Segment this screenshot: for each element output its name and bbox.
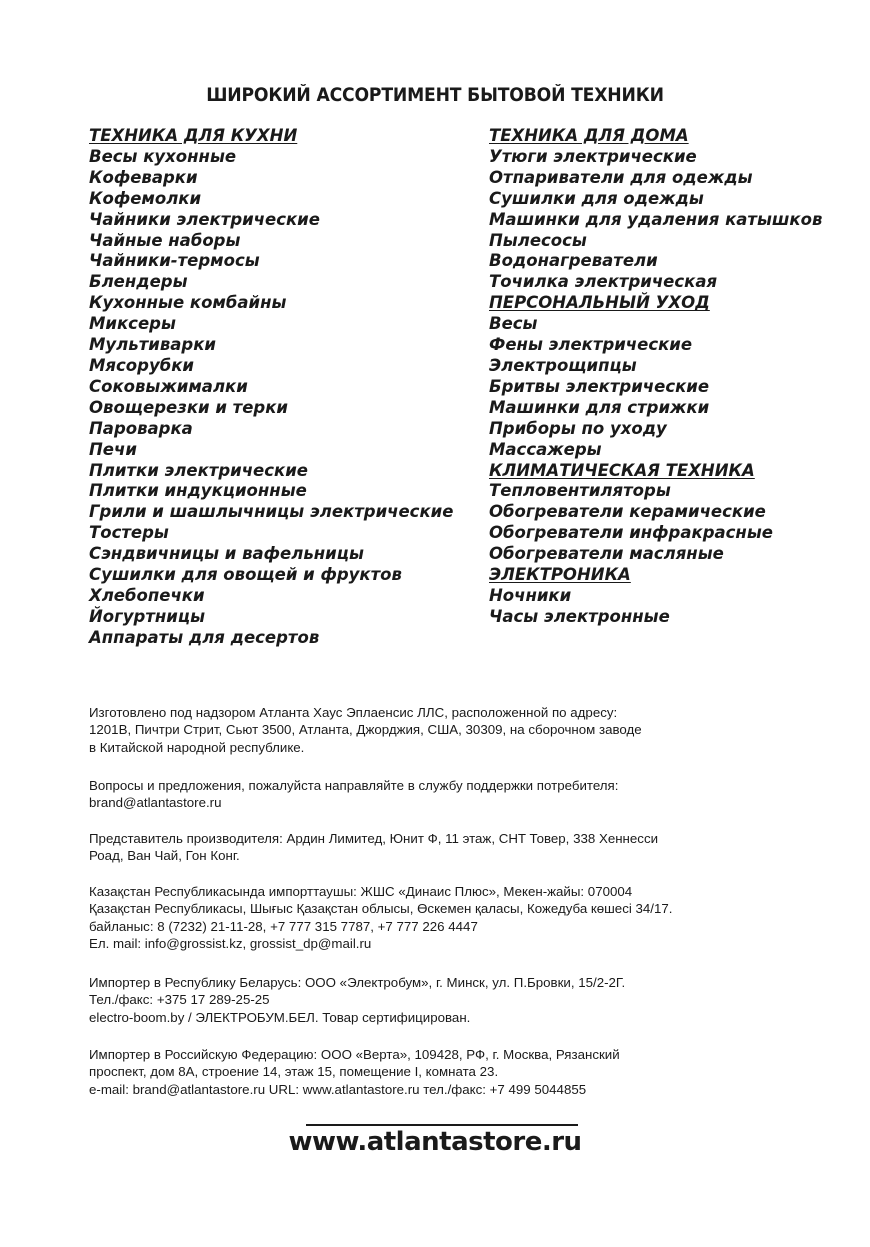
product-item: Кухонные комбайны (89, 293, 287, 313)
product-item: Массажеры (489, 439, 602, 459)
product-item: Тепловентиляторы (489, 481, 671, 501)
product-item: Миксеры (89, 314, 176, 334)
info-line: Тел./факс: +375 17 289-25-25 (89, 992, 270, 1008)
product-item: Машинки для удаления катышков (489, 209, 823, 229)
support-info (89, 777, 809, 812)
divider-line (306, 1124, 578, 1126)
product-item: Сушилки для одежды (489, 188, 704, 208)
product-item: Обогреватели масляные (489, 544, 724, 564)
belarus-importer-info (89, 974, 809, 1026)
product-item: Фены электрические (489, 335, 693, 355)
product-item: Электрощипцы (489, 355, 637, 375)
info-line: Казақстан Республикасында импорттаушы: ЖШС «Динаис Плюс», Мекен-жайы: 070004 (89, 884, 633, 899)
info-line: 1201B, Пичтри Стрит, Сьют 3500, Атланта, Джорджия, США, 30309, на сборочном заводе (89, 722, 642, 738)
product-item: Плитки индукционные (89, 481, 307, 501)
category-header: ПЕРСОНАЛЬНЫЙ УХОД (489, 293, 710, 313)
product-item: Аппараты для десертов (89, 627, 320, 647)
manufacturer-info (89, 704, 809, 756)
info-line: electro-boom.by / ЭЛЕКТРОБУМ.БЕЛ. Товар сертифицирован. (89, 1009, 471, 1025)
product-item: Плитки электрические (89, 460, 308, 480)
kitchen-appliances-column (89, 126, 469, 649)
category-header: КЛИМАТИЧЕСКАЯ ТЕХНИКА (489, 460, 755, 480)
product-item: Блендеры (89, 272, 188, 292)
product-item: Чайники-термосы (89, 251, 260, 271)
info-line: Вопросы и предложения, пожалуйста направляйте в службу поддержки потребителя: (89, 778, 619, 793)
product-item: Сэндвичницы и вафельницы (89, 544, 364, 564)
product-item: Кофеварки (89, 167, 198, 187)
product-item: Чайные наборы (89, 230, 241, 250)
product-item: Часы электронные (489, 606, 670, 626)
page-title: ШИРОКИЙ АССОРТИМЕНТ БЫТОВОЙ ТЕХНИКИ (206, 85, 664, 106)
info-line: Қазақстан Республикасы, Шығыс Қазақстан облысы, Өскемен қаласы, Кожедуба көшесі 34/17. (89, 901, 673, 917)
representative-info (89, 830, 809, 865)
product-item: Чайники электрические (89, 209, 320, 229)
info-line: Представитель производителя: Ардин Лимитед, Юнит Ф, 11 этаж, CHT Товер, 338 Хеннесси (89, 831, 659, 846)
info-line: brand@atlantastore.ru (89, 795, 222, 811)
info-line: Импортер в Республику Беларусь: ООО «Электробум», г. Минск, ул. П.Бровки, 15/2-2Г. (89, 975, 626, 990)
footer-url: www.atlantastore.ru (288, 1127, 582, 1157)
product-item: Печи (89, 439, 137, 459)
product-item: Сушилки для овощей и фруктов (89, 565, 402, 585)
kazakhstan-importer-info (89, 883, 809, 953)
info-line: e-mail: brand@atlantastore.ru URL: www.atlantastore.ru тел./факс: +7 499 5044855 (89, 1081, 587, 1097)
product-item: Ночники (489, 585, 572, 605)
product-item: Грили и шашлычницы электрические (89, 502, 454, 522)
product-item: Весы (489, 314, 538, 334)
info-line: Импортер в Российскую Федерацию: ООО «Верта», 109428, РФ, г. Москва, Рязанский (89, 1047, 620, 1062)
info-line: байланыс: 8 (7232) 21-11-28, +7 777 315 7787, +7 777 226 4447 (89, 918, 478, 934)
product-item: Хлебопечки (89, 585, 205, 605)
info-line: Ел. mail: info@grossist.kz, grossist_dp@mail.ru (89, 936, 372, 952)
product-item: Утюги электрические (489, 146, 697, 166)
product-item: Бритвы электрические (489, 376, 710, 396)
product-item: Приборы по уходу (489, 418, 667, 438)
product-item: Отпариватели для одежды (489, 167, 753, 187)
product-item: Пылесосы (489, 230, 587, 250)
russia-importer-info (89, 1046, 809, 1098)
product-item: Тостеры (89, 523, 169, 543)
info-line: Изготовлено под надзором Атланта Хаус Эплаенсис ЛЛС, расположенной по адресу: (89, 705, 618, 720)
info-line: в Китайской народной республике. (89, 739, 305, 755)
product-item: Мультиварки (89, 335, 216, 355)
info-line: проспект, дом 8А, строение 14, этаж 15, помещение I, комната 23. (89, 1064, 499, 1080)
product-item: Весы кухонные (89, 146, 237, 166)
info-line: Роад, Ван Чай, Гон Конг. (89, 848, 240, 864)
product-item: Обогреватели инфракрасные (489, 523, 773, 543)
product-item: Обогреватели керамические (489, 502, 766, 522)
product-item: Овощерезки и терки (89, 397, 288, 417)
product-item: Соковыжималки (89, 376, 248, 396)
category-header: ТЕХНИКА ДЛЯ ДОМА (489, 126, 689, 145)
product-item: Йогуртницы (89, 606, 206, 626)
home-appliances-column (489, 126, 859, 628)
product-item: Машинки для стрижки (489, 397, 710, 417)
product-item: Водонагреватели (489, 251, 658, 271)
product-item: Пароварка (89, 418, 193, 438)
product-item: Кофемолки (89, 188, 202, 208)
category-header: ЭЛЕКТРОНИКА (489, 565, 631, 585)
category-header: ТЕХНИКА ДЛЯ КУХНИ (89, 126, 298, 145)
product-item: Точилка электрическая (489, 272, 718, 292)
product-item: Мясорубки (89, 355, 194, 375)
